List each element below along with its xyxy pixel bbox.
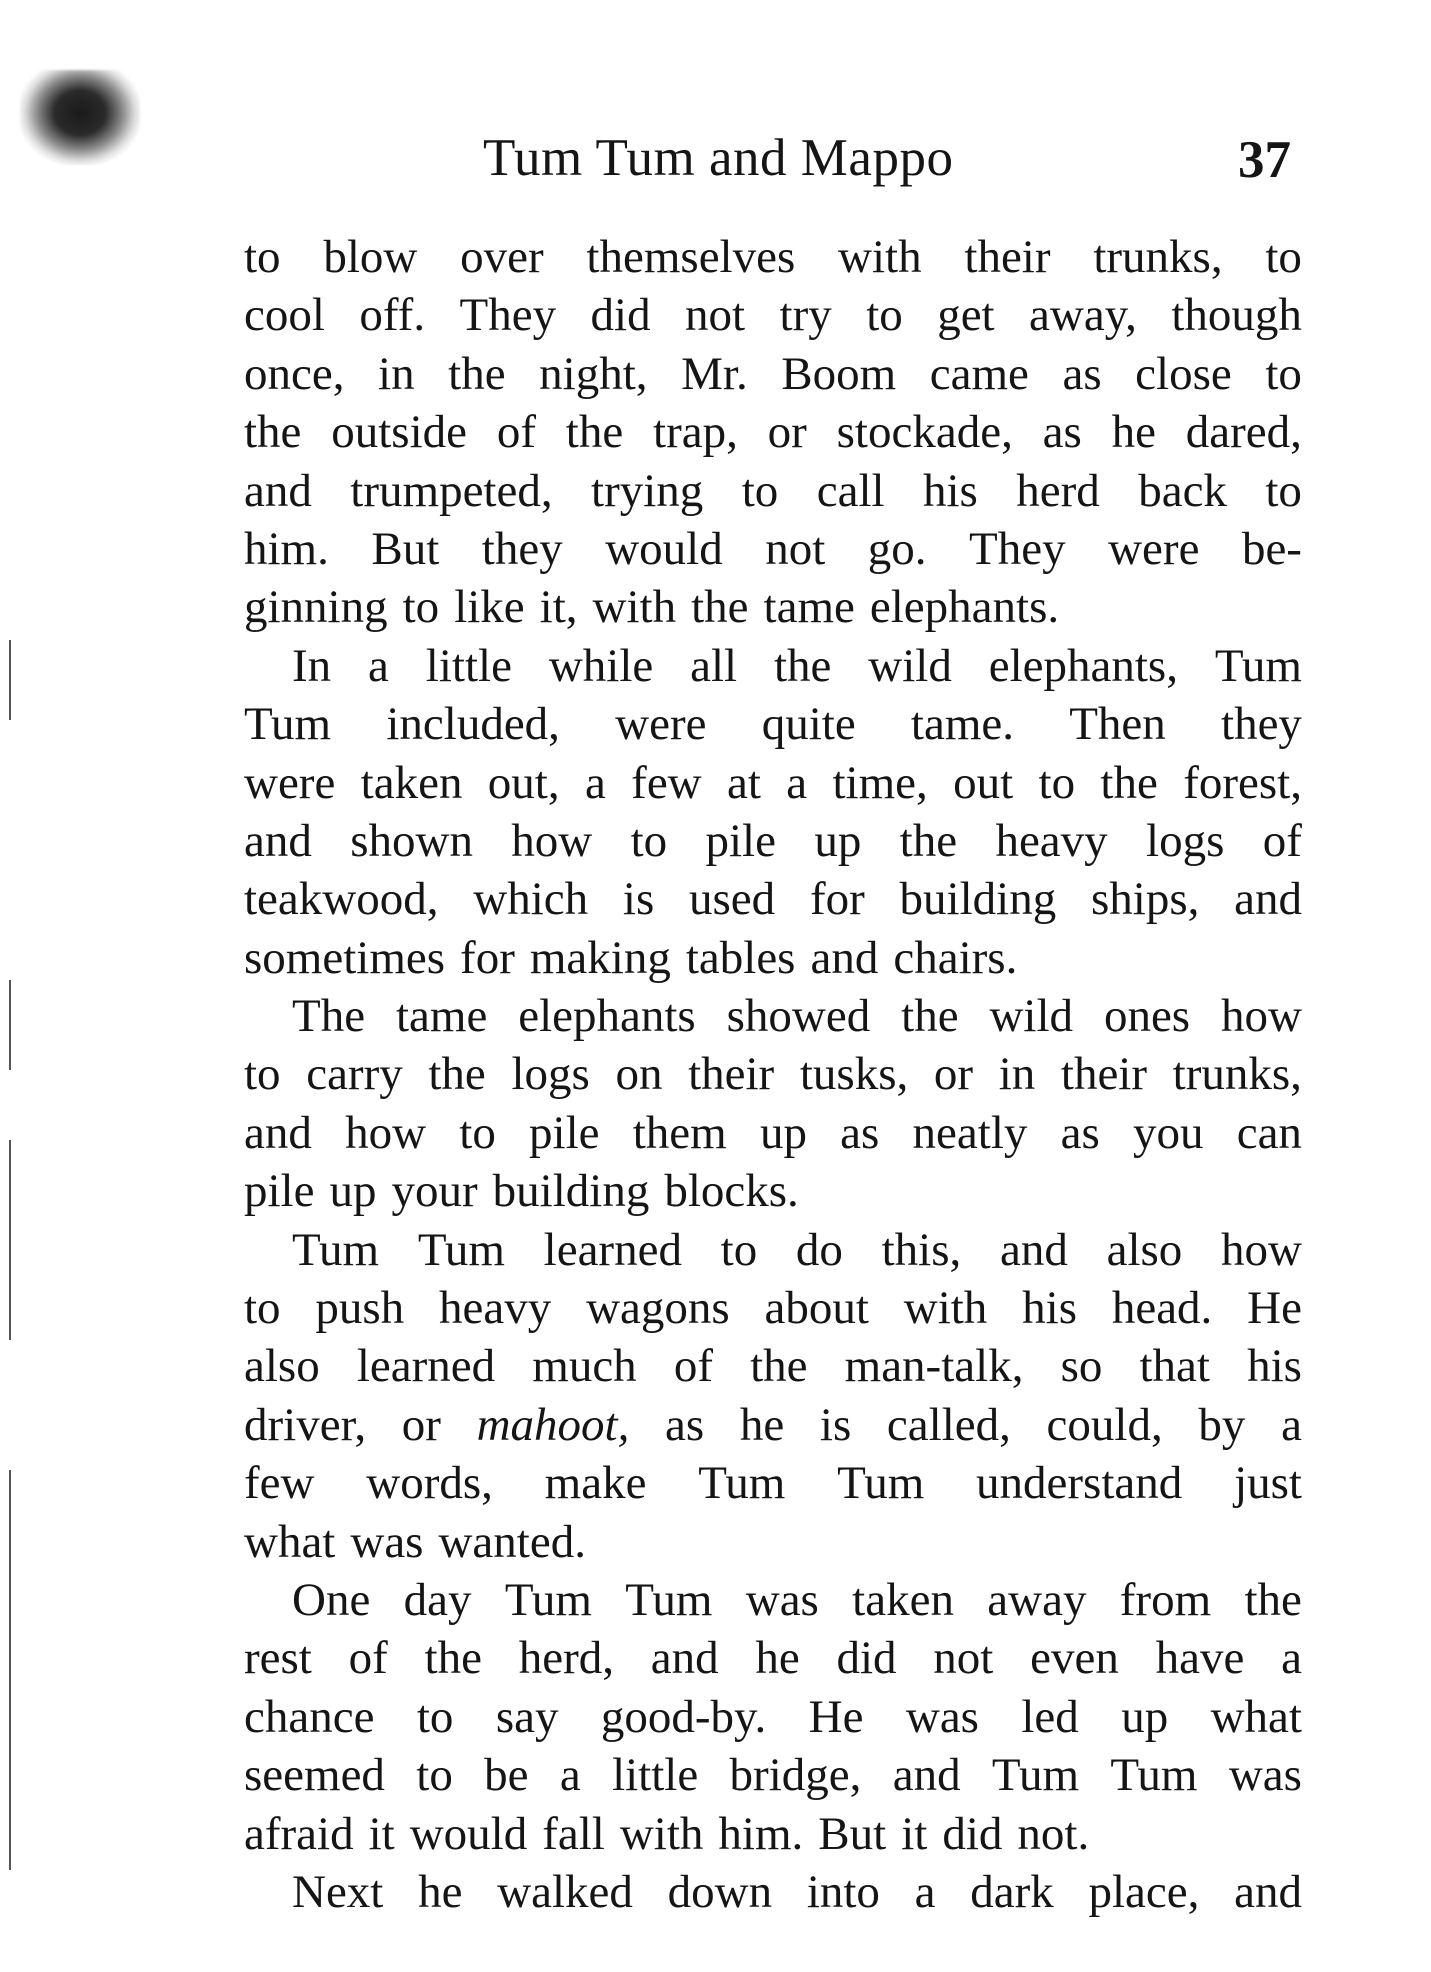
word: and [244, 814, 312, 867]
text-line [244, 1162, 1302, 1220]
word: he [739, 1398, 785, 1451]
word: But [818, 1807, 887, 1860]
word: out [953, 756, 1014, 809]
word: all [690, 639, 738, 692]
word: cool [244, 289, 325, 342]
word: Boom [781, 347, 897, 400]
word: to [416, 1690, 454, 1743]
word: them [632, 1106, 727, 1159]
text-line [244, 286, 1302, 344]
word: the [691, 581, 749, 634]
word: and [892, 1749, 961, 1802]
word: time, [832, 756, 928, 809]
word: rest [244, 1632, 312, 1685]
word: night, [539, 347, 648, 400]
word: their [1060, 1048, 1148, 1101]
word: were [1108, 522, 1200, 575]
text-line [244, 1396, 1302, 1454]
text-line [244, 870, 1302, 928]
word: get [937, 289, 995, 342]
scan-edge-mark [9, 1470, 11, 1870]
text-line [244, 1279, 1302, 1337]
word: this, [881, 1223, 962, 1276]
word: to [459, 1106, 496, 1159]
word: him. [718, 1807, 804, 1860]
word: words, [366, 1457, 493, 1510]
word: Tum [292, 1223, 380, 1276]
word: is [819, 1398, 852, 1451]
word: off. [359, 289, 426, 342]
word: building [492, 1165, 650, 1218]
word: from [1119, 1573, 1212, 1626]
word: his [922, 464, 978, 517]
paragraph-first-line [244, 1863, 1302, 1921]
word: to [630, 814, 668, 867]
scan-edge-mark [9, 1140, 11, 1340]
word: which [473, 873, 589, 926]
running-title: Tum Tum and Mappo [483, 129, 954, 187]
word: quite [761, 698, 856, 751]
word: so [1060, 1340, 1103, 1393]
word: to [402, 581, 440, 634]
word: or [767, 406, 807, 459]
word: as [1042, 406, 1082, 459]
word: Tum [417, 1223, 505, 1276]
word: as [665, 1398, 705, 1451]
page-header [0, 128, 1431, 188]
word: their [964, 231, 1051, 283]
word: stockade, [836, 406, 1013, 459]
word: were [615, 698, 707, 751]
word: on [615, 1048, 663, 1101]
word: trap, [653, 406, 738, 459]
word: tame [763, 581, 855, 634]
word: can [1236, 1106, 1302, 1159]
word: herd [1016, 464, 1100, 517]
word: push [315, 1282, 405, 1335]
word: chairs. [893, 931, 1018, 984]
word: the [565, 406, 624, 459]
word: your [391, 1165, 478, 1218]
word: logs [511, 1048, 590, 1101]
word: head. [1111, 1282, 1213, 1335]
text-line [244, 1746, 1302, 1804]
word: blow [323, 231, 418, 283]
word: used [689, 873, 776, 926]
word: elephants [518, 990, 696, 1043]
word: forest, [1183, 756, 1302, 809]
text-line [244, 228, 1302, 286]
word: have [1155, 1632, 1245, 1685]
word: neatly [912, 1106, 1028, 1159]
word: called, [886, 1398, 1011, 1451]
word: to [866, 289, 903, 342]
word: teakwood, [244, 873, 439, 926]
word: dared, [1185, 406, 1302, 459]
word: He [1247, 1282, 1302, 1335]
word: Tum [1110, 1749, 1198, 1802]
word: logs [1146, 814, 1225, 867]
word: call [816, 464, 885, 517]
word: The [292, 990, 366, 1043]
text-line [244, 812, 1302, 870]
word: day [403, 1573, 472, 1626]
text-line [244, 1629, 1302, 1687]
scan-edge-mark [9, 980, 11, 1070]
word: the [244, 406, 302, 459]
word: mahoot, [476, 1398, 630, 1451]
word: was [350, 1515, 424, 1568]
word: taken [360, 756, 463, 809]
text-line [244, 695, 1302, 753]
word: of [1262, 814, 1302, 867]
word: elephants, [988, 639, 1178, 692]
word: did [836, 1632, 897, 1685]
word: to [416, 1749, 453, 1802]
word: Tum [698, 1457, 786, 1510]
word: chance [244, 1690, 375, 1743]
word: little [612, 1749, 699, 1802]
text-line [244, 1454, 1302, 1512]
word: that [1139, 1340, 1210, 1393]
text-line [244, 1805, 1302, 1863]
text-line [244, 1045, 1302, 1103]
word: make [544, 1457, 647, 1510]
word: in [998, 1048, 1036, 1101]
word: much [532, 1340, 637, 1393]
word: to [1265, 347, 1302, 400]
word: to [1265, 464, 1302, 517]
word: elephants. [869, 581, 1060, 634]
word: In [292, 639, 332, 692]
word: he [418, 1865, 463, 1918]
word: how [511, 814, 593, 867]
word: wagons [586, 1282, 730, 1335]
word: their [688, 1048, 775, 1101]
word: and [244, 1106, 312, 1159]
word: with [838, 231, 922, 283]
word: a [584, 756, 606, 809]
word: One [292, 1573, 371, 1626]
word: into [806, 1865, 880, 1918]
word: a [368, 639, 389, 692]
word: dark [970, 1865, 1054, 1918]
word: up [759, 1106, 807, 1159]
word: his [1247, 1340, 1302, 1393]
page-number: 37 [1238, 131, 1291, 189]
word: it, [539, 581, 578, 634]
word: and [1234, 1865, 1302, 1918]
word: about [764, 1282, 869, 1335]
word: the [773, 639, 832, 692]
word: Tum [837, 1457, 925, 1510]
word: driver, [244, 1398, 367, 1451]
word: at [726, 756, 761, 809]
word: and [650, 1632, 719, 1685]
word: included, [386, 698, 560, 751]
word: Tum [504, 1573, 592, 1626]
word: like [454, 581, 525, 634]
word: not [933, 1632, 994, 1685]
word: wild [868, 639, 952, 692]
word: fall [542, 1807, 605, 1860]
word: the [1100, 756, 1158, 809]
word: themselves [586, 231, 796, 283]
paragraph-first-line [244, 637, 1302, 695]
body-text [244, 228, 1302, 1921]
word: to [1265, 231, 1302, 283]
word: making [529, 931, 671, 984]
paragraph-first-line [244, 1571, 1302, 1629]
word: close [1135, 347, 1232, 400]
word: how [1221, 1223, 1302, 1276]
word: tusks, [799, 1048, 909, 1101]
word: herd, [518, 1632, 614, 1685]
word: good-by. [600, 1690, 767, 1743]
word: to [720, 1223, 758, 1276]
word: building [899, 873, 1057, 926]
word: as [840, 1106, 880, 1159]
word: it [368, 1807, 395, 1860]
word: go. [867, 522, 927, 575]
word: not. [1017, 1807, 1090, 1860]
word: blocks. [664, 1165, 799, 1218]
word: try [779, 289, 832, 342]
word: for [809, 873, 865, 926]
text-line [244, 754, 1302, 812]
word: pile [244, 1165, 315, 1218]
word: tables [685, 931, 796, 984]
word: ones [1103, 990, 1191, 1043]
paragraph-first-line [244, 1221, 1302, 1279]
word: could, [1046, 1398, 1163, 1451]
word: not [685, 289, 746, 342]
word: the [428, 1048, 486, 1101]
word: of [673, 1340, 713, 1393]
word: was [1228, 1749, 1302, 1802]
word: by [1198, 1398, 1246, 1451]
word: a [1281, 1632, 1302, 1685]
word: a [786, 756, 808, 809]
word: did [942, 1807, 1003, 1860]
word: do [795, 1223, 843, 1276]
word: understand [976, 1457, 1183, 1510]
word: Then [1069, 698, 1166, 751]
word: the [750, 1340, 808, 1393]
word: to [244, 1048, 281, 1101]
word: Tum [244, 698, 332, 751]
word: pile [705, 814, 776, 867]
word: with [592, 581, 677, 634]
word: pile [529, 1106, 600, 1159]
word: to [1038, 756, 1076, 809]
word: out, [487, 756, 560, 809]
word: tame [395, 990, 488, 1043]
scan-edge-mark [9, 640, 11, 720]
word: with [903, 1282, 988, 1335]
word: carry [306, 1048, 403, 1101]
word: would [409, 1807, 528, 1860]
word: few [631, 756, 702, 809]
word: walked [497, 1865, 633, 1918]
word: was [745, 1573, 819, 1626]
word: is [622, 873, 655, 926]
word: trying [591, 464, 704, 517]
word: up [814, 814, 862, 867]
word: to [741, 464, 779, 517]
word: as [1060, 1106, 1100, 1159]
word: and [244, 464, 312, 517]
word: the [899, 814, 958, 867]
word: the [448, 347, 506, 400]
word: afraid [244, 1807, 354, 1860]
word: outside [331, 406, 468, 459]
word: ginning [244, 581, 388, 634]
text-line [244, 578, 1302, 636]
word: they [1221, 698, 1302, 751]
word: a [559, 1749, 581, 1802]
text-line [244, 1513, 1302, 1571]
paragraph-first-line [244, 987, 1302, 1045]
word: shown [350, 814, 473, 867]
word: came [929, 347, 1029, 400]
word: be- [1241, 522, 1302, 575]
word: and [1234, 873, 1302, 926]
word: just [1234, 1457, 1302, 1510]
word: to [244, 231, 281, 283]
word: learned [543, 1223, 682, 1276]
text-line [244, 1337, 1302, 1395]
word: Tum [625, 1573, 713, 1626]
word: wanted. [438, 1515, 586, 1568]
word: not [765, 522, 826, 575]
word: he [755, 1632, 800, 1685]
word: once, [244, 347, 345, 400]
word: tame. [910, 698, 1014, 751]
word: away [987, 1573, 1087, 1626]
word: he [1111, 406, 1156, 459]
word: would [605, 522, 723, 575]
word: to [244, 1282, 281, 1335]
word: Next [292, 1865, 384, 1918]
word: But [371, 522, 440, 575]
word: He [808, 1690, 864, 1743]
word: Tum [991, 1749, 1080, 1802]
word: with [619, 1807, 704, 1860]
word: wild [989, 990, 1074, 1043]
word: in [378, 347, 415, 400]
word: led [1021, 1690, 1079, 1743]
text-line [244, 462, 1302, 520]
word: Mr. [681, 347, 748, 400]
word: you [1132, 1106, 1204, 1159]
word: the [424, 1632, 482, 1685]
word: back [1138, 464, 1227, 517]
word: be [484, 1749, 529, 1802]
word: his [1022, 1282, 1077, 1335]
text-line [244, 929, 1302, 987]
word: what [1210, 1690, 1302, 1743]
word: away, [1029, 289, 1137, 342]
word: trunks, [1093, 231, 1223, 283]
word: learned [356, 1340, 496, 1393]
word: sometimes [244, 931, 446, 984]
word: a [914, 1865, 936, 1918]
word: say [495, 1690, 559, 1743]
word: down [667, 1865, 773, 1918]
text-line [244, 403, 1302, 461]
word: few [244, 1457, 315, 1510]
word: the [1244, 1573, 1302, 1626]
word: even [1030, 1632, 1119, 1685]
word: man-talk, [844, 1340, 1024, 1393]
word: over [460, 231, 544, 283]
word: and [1000, 1223, 1068, 1276]
word: a [1281, 1398, 1302, 1451]
word: seemed [244, 1749, 385, 1802]
word: little [425, 639, 512, 692]
word: Tum [1214, 639, 1302, 692]
word: of [496, 406, 536, 459]
word: how [1221, 990, 1302, 1043]
text-line [244, 520, 1302, 578]
word: heavy [439, 1282, 552, 1335]
word: and [810, 931, 879, 984]
word: trumpeted, [350, 464, 553, 517]
word: heavy [995, 814, 1108, 867]
word: up [329, 1165, 377, 1218]
text-line [244, 345, 1302, 403]
word: though [1171, 289, 1302, 342]
word: They [969, 522, 1066, 575]
word: showed [726, 990, 871, 1043]
word: They [459, 289, 557, 342]
word: also [1106, 1223, 1183, 1276]
word: as [1062, 347, 1102, 400]
word: were [244, 756, 336, 809]
word: place, [1088, 1865, 1200, 1918]
word: or [933, 1048, 974, 1101]
word: while [548, 639, 654, 692]
word: bridge, [729, 1749, 862, 1802]
word: was [905, 1690, 979, 1743]
word: up [1121, 1690, 1169, 1743]
word: it [901, 1807, 928, 1860]
word: or [401, 1398, 441, 1451]
word: of [348, 1632, 388, 1685]
word: for [460, 931, 515, 984]
word: ships, [1090, 873, 1200, 926]
text-line [244, 1688, 1302, 1746]
word: also [244, 1340, 320, 1393]
word: trunks, [1172, 1048, 1302, 1101]
word: what [244, 1515, 336, 1568]
word: did [590, 289, 651, 342]
word: they [481, 522, 563, 575]
text-line [244, 1104, 1302, 1162]
word: the [901, 990, 959, 1043]
word: how [345, 1106, 427, 1159]
word: taken [852, 1573, 954, 1626]
word: him. [244, 522, 329, 575]
